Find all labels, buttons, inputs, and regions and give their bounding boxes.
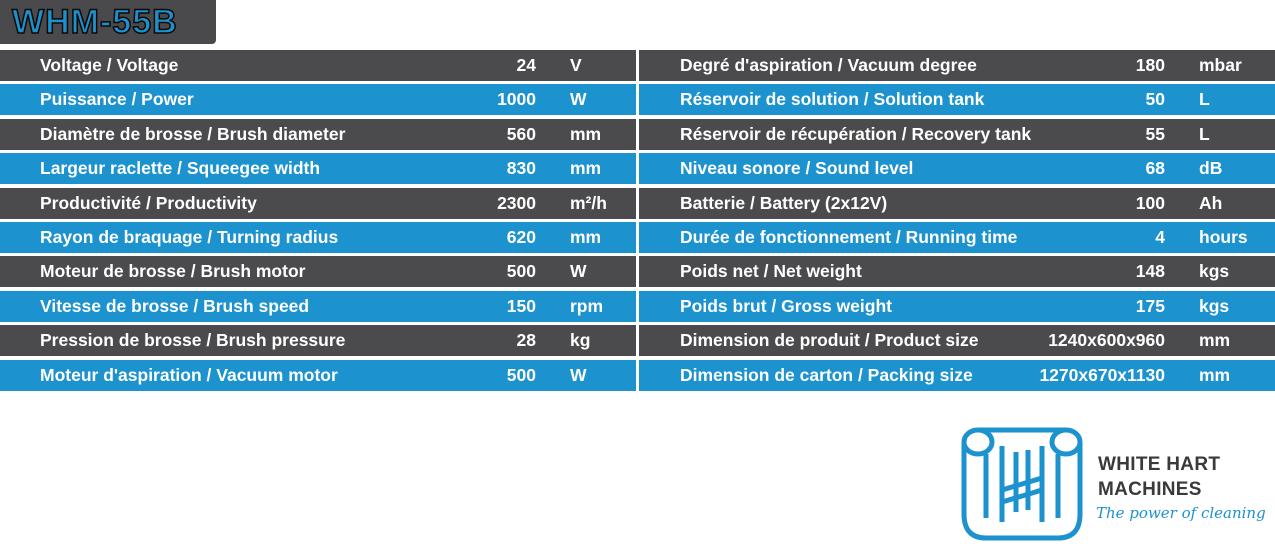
spec-unit: mm [570, 158, 602, 179]
brand-logo [958, 414, 1266, 544]
spec-unit: mm [570, 123, 602, 144]
spec-label: Réservoir de récupération / Recovery tank [680, 123, 1032, 144]
spec-row [0, 291, 636, 322]
spec-label: Puissance / Power [40, 89, 194, 110]
spec-value: 830 [506, 158, 536, 179]
spec-value: 500 [506, 364, 536, 385]
spec-value: 175 [1135, 295, 1165, 316]
spec-label: Dimension de carton / Packing size [680, 364, 973, 385]
spec-label: Moteur d'aspiration / Vacuum motor [40, 364, 338, 385]
spec-value: 148 [1135, 261, 1165, 282]
spec-unit: mbar [1199, 55, 1242, 75]
spec-label: Diamètre de brosse / Brush diameter [40, 123, 346, 144]
spec-unit: kgs [1199, 295, 1230, 316]
spec-value: 180 [1135, 55, 1165, 75]
spec-label: Pression de brosse / Brush pressure [40, 330, 346, 351]
spec-label: Niveau sonore / Sound level [680, 158, 914, 179]
spec-row [0, 119, 636, 150]
spec-row [0, 50, 636, 81]
spec-row [639, 291, 1275, 322]
spec-row [639, 50, 1275, 81]
spec-value: 28 [516, 330, 536, 351]
spec-label: Voltage / Voltage [40, 55, 179, 75]
spec-unit: L [1199, 123, 1210, 144]
spec-label: Rayon de braquage / Turning radius [40, 226, 339, 247]
spec-value: 2300 [497, 192, 536, 213]
spec-unit: V [570, 55, 582, 75]
spec-value: 150 [506, 295, 536, 316]
brand-name-line1: WHITE HART [1098, 454, 1221, 475]
spec-value: 4 [1155, 226, 1165, 247]
spec-label: Dimension de produit / Product size [680, 330, 979, 351]
spec-label: Productivité / Productivity [40, 192, 257, 213]
spec-table-right [639, 50, 1275, 394]
spec-label: Moteur de brosse / Brush motor [40, 261, 306, 282]
spec-value: 50 [1145, 89, 1165, 110]
spec-row [0, 256, 636, 287]
model-title: WHM-55B [12, 3, 178, 41]
spec-value: 1270x670x1130 [1039, 364, 1165, 385]
spec-unit: W [570, 261, 587, 282]
brand-name-line2: MACHINES [1098, 479, 1202, 500]
spec-row [0, 325, 636, 356]
spec-value: 100 [1135, 192, 1165, 213]
spec-value: 1000 [497, 89, 536, 110]
spec-row [639, 325, 1275, 356]
spec-row [0, 188, 636, 219]
spec-value: 560 [506, 123, 536, 144]
spec-unit: rpm [570, 295, 604, 316]
spec-unit: hours [1199, 226, 1248, 247]
spec-label: Poids net / Net weight [680, 261, 862, 282]
spec-row [639, 222, 1275, 253]
spec-row [639, 119, 1275, 150]
spec-unit: W [570, 364, 587, 385]
wh-monogram-icon [958, 414, 1086, 542]
spec-label: Largeur raclette / Squeegee width [40, 158, 321, 179]
spec-label: Durée de fonctionnement / Running time [680, 226, 1018, 247]
spec-row [639, 360, 1275, 391]
spec-unit: kgs [1199, 261, 1230, 282]
spec-row [639, 84, 1275, 115]
spec-row [0, 222, 636, 253]
spec-row [0, 84, 636, 115]
spec-value: 620 [506, 226, 536, 247]
spec-row [0, 360, 636, 391]
spec-label: Degré d'aspiration / Vacuum degree [680, 55, 977, 75]
spec-row [639, 256, 1275, 287]
spec-unit: m²/h [570, 192, 607, 213]
spec-unit: mm [570, 226, 602, 247]
spec-value: 55 [1145, 123, 1165, 144]
spec-row [639, 153, 1275, 184]
spec-value: 500 [506, 261, 536, 282]
spec-label: Vitesse de brosse / Brush speed [40, 295, 310, 316]
spec-label: Batterie / Battery (2x12V) [680, 192, 888, 213]
spec-unit: dB [1199, 158, 1223, 179]
spec-unit: L [1199, 89, 1210, 110]
spec-table-left [0, 50, 636, 394]
brand-tagline: The power of cleaning [1096, 504, 1266, 522]
spec-unit: kg [570, 330, 591, 351]
spec-unit: Ah [1199, 192, 1223, 213]
model-badge [0, 0, 216, 44]
spec-value: 1240x600x960 [1048, 330, 1165, 351]
spec-row [639, 188, 1275, 219]
spec-value: 68 [1145, 158, 1165, 179]
spec-unit: W [570, 89, 587, 110]
spec-unit: mm [1199, 364, 1231, 385]
spec-unit: mm [1199, 330, 1231, 351]
spec-row [0, 153, 636, 184]
spec-value: 24 [516, 55, 536, 75]
spec-label: Réservoir de solution / Solution tank [680, 89, 985, 110]
spec-label: Poids brut / Gross weight [680, 295, 892, 316]
